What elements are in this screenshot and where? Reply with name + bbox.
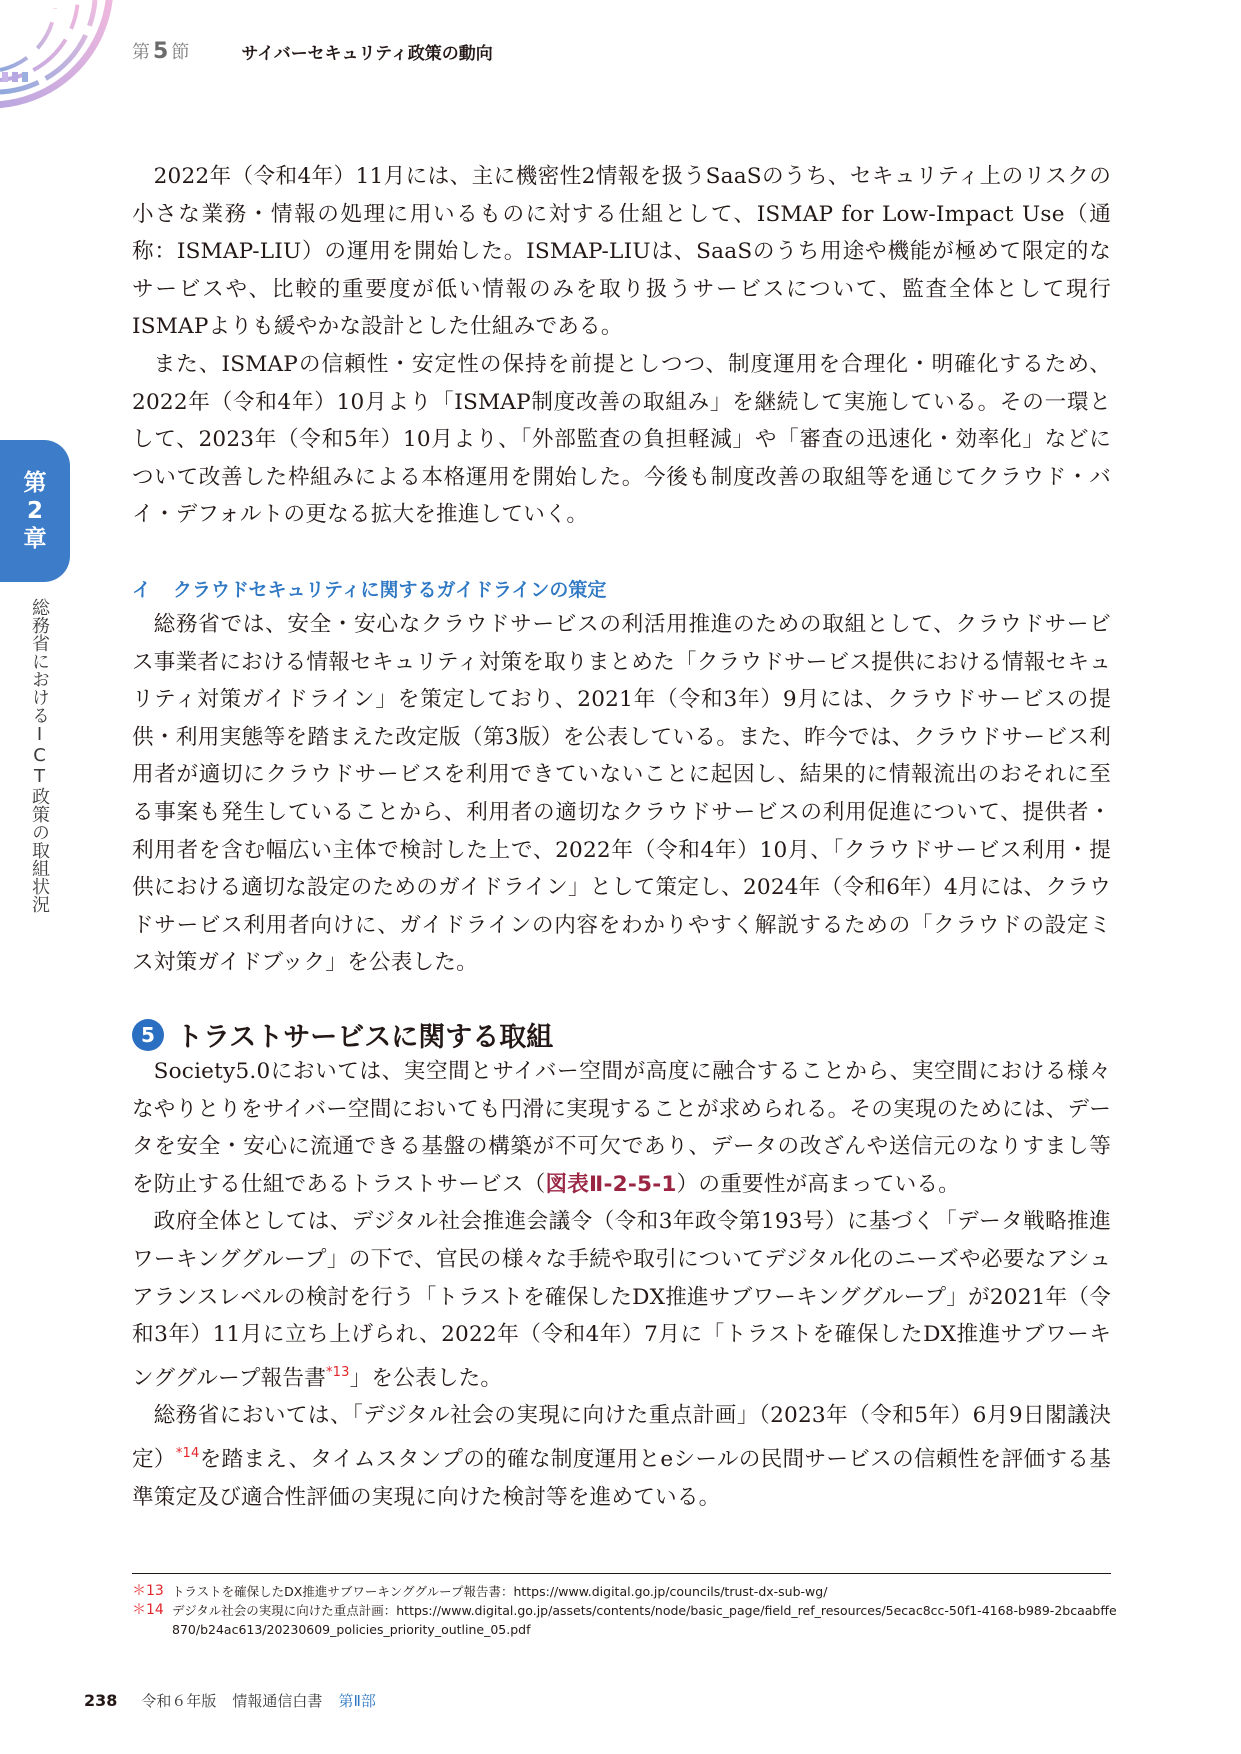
footnote-14 (132, 1601, 1117, 1639)
chapter-side-title: 総務省におけるICT政策の取組状況 (29, 598, 50, 913)
decorative-arc-graphic (0, 0, 130, 110)
footnote-divider (132, 1573, 1111, 1574)
subheading-mark: イ (132, 579, 152, 601)
subheading-cloud-guideline (132, 575, 606, 602)
part-label: 第Ⅱ部 (338, 1692, 376, 1710)
footnote-ref-14[interactable]: *14 (175, 1445, 200, 1461)
edition-label: 令和６年版 (141, 1692, 217, 1710)
book-title: 情報通信白書 (232, 1692, 323, 1710)
paragraph-mic-trust (132, 1397, 1111, 1516)
footnote-ref-13[interactable]: *13 (325, 1364, 350, 1380)
paragraph-ismap-improvement: また、ISMAPの信頼性・安定性の保持を前提としつつ、制度運用を合理化・明確化するため、2022年（令和4年）10月より「ISMAP制度改善の取組み」を継続して実施している。その一環として、2023年（令和5年）10月より、「外部監査の負担軽減」や「審査の迅速化・効率化」などについて改善した枠組みによる本格運用を開始した。今後も制度改善の取組等を通じてクラウド・バイ・デフォルトの更なる拡大を推進していく。 (132, 351, 1111, 528)
chapter-tab-number: 2 (26, 498, 43, 524)
page-footer (84, 1690, 376, 1711)
body-block-3 (132, 1053, 1111, 1516)
chapter-tab (0, 440, 70, 582)
chapter-tab-line1: 第 (23, 470, 47, 496)
chapter-tab-line3: 章 (23, 526, 47, 552)
section-number: 5 (153, 39, 169, 64)
text: ）の重要性が高まっている。 (676, 1171, 960, 1197)
text: Society5.0においては、実空間とサイバー空間が高度に融合することから、実空間における様々なやりとりをサイバー空間においても円滑に実現することが求められる。その実現のためには、データを安全・安心に流通できる基盤の構築が不可欠であり、データの改ざんや送信元のなりすまし等を防止する仕組であるトラストサービス（ (132, 1059, 1111, 1197)
paragraph-ismap-liu: 2022年（令和4年）11月には、主に機密性2情報を扱うSaaSのうち、セキュリティ上のリスクの小さな業務・情報の処理に用いるものに対する仕組として、ISMAP for Low-Impact Use（通称：ISMAP-LIU）の運用を開始した。ISMAP-LIUは、SaaSのうち用途や機能が極めて限定的なサービスや、比較的重要度が低い情報のみを取り扱うサービスについて、監査全体として現行ISMAPよりも緩やかな設計とした仕組みである。 (132, 164, 1111, 340)
paragraph-society50 (132, 1053, 1111, 1203)
section-suffix: 節 (171, 42, 190, 63)
page-number: 238 (84, 1691, 118, 1710)
body-block-2 (132, 606, 1111, 982)
section-title: サイバーセキュリティ政策の動向 (241, 43, 493, 64)
running-header (132, 36, 493, 66)
section-prefix: 第 (132, 42, 150, 63)
subheading-text: クラウドセキュリティに関するガイドラインの策定 (173, 579, 607, 601)
footnotes (132, 1582, 1117, 1639)
footnote-13 (132, 1582, 1117, 1601)
section-label (132, 38, 189, 64)
footnote-text[interactable]: トラストを確保したDX推進サブワーキンググループ報告書：https://www.digital.go.jp/councils/trust-dx-sub-wg/ (172, 1584, 828, 1599)
footnote-text[interactable]: デジタル社会の実現に向けた重点計画：https://www.digital.go.jp/assets/contents/node/basic_page/field_ref_resources/5ecac8cc-50f1-4168-b989-2bcaabffe870/b24ac613/20230609_policies_priority_outline_05.pdf (172, 1603, 1117, 1637)
text: 政府全体としては、デジタル社会推進会議令（令和3年政令第193号）に基づく「データ戦略推進ワーキンググループ」の下で、官民の様々な手続や取引についてデジタル化のニーズや必要なアシュアランスレベルの検討を行う「トラストを確保したDX推進サブワーキンググループ」が2021年（令和3年）11月に立ち上げられ、2022年（令和4年）7月に「トラストを確保したDX推進サブワーキンググループ報告書 (132, 1209, 1111, 1391)
text: を踏まえ、タイムスタンプの的確な制度運用とeシールの民間サービスの信頼性を評価する基準策定及び適合性評価の実現に向けた検討等を進めている。 (132, 1446, 1111, 1510)
section-5-title: トラストサービスに関する取組 (176, 1022, 554, 1053)
footnote-mark: ＊14 (132, 1602, 164, 1618)
section-number-badge: 5 (132, 1019, 164, 1051)
figure-reference-link[interactable]: 図表Ⅱ-2-5-1 (545, 1171, 677, 1197)
paragraph-cloud-guideline: 総務省では、安全・安心なクラウドサービスの利活用推進のための取組として、クラウドサービス事業者における情報セキュリティ対策を取りまとめた「クラウドサービス提供における情報セキュリティ対策ガイドライン」を策定しており、2021年（令和3年）9月には、クラウドサービスの提供・利用実態等を踏まえた改定版（第3版）を公表している。また、昨今では、クラウドサービス利用者が適切にクラウドサービスを利用できていないことに起因し、結果的に情報流出のおそれに至る事案も発生していることから、利用者の適切なクラウドサービスの利用促進について、提供者・利用者を含む幅広い主体で検討した上で、2022年（令和4年）10月、「クラウドサービス利用・提供における適切な設定のためのガイドライン」として策定し、2024年（令和6年）4月には、クラウドサービス利用者向けに、ガイドラインの内容をわかりやすく解説するための「クラウドの設定ミス対策ガイドブック」を公表した。 (132, 612, 1111, 976)
section-5-heading (132, 1015, 553, 1054)
paragraph-government (132, 1203, 1111, 1397)
text: 総務省においては、「デジタル社会の実現に向けた重点計画」（2023年（令和5年）6月9日閣議決定） (132, 1403, 1111, 1472)
footnote-mark: ＊13 (132, 1583, 164, 1599)
body-block-1 (132, 158, 1111, 534)
text: 」を公表した。 (349, 1365, 503, 1391)
